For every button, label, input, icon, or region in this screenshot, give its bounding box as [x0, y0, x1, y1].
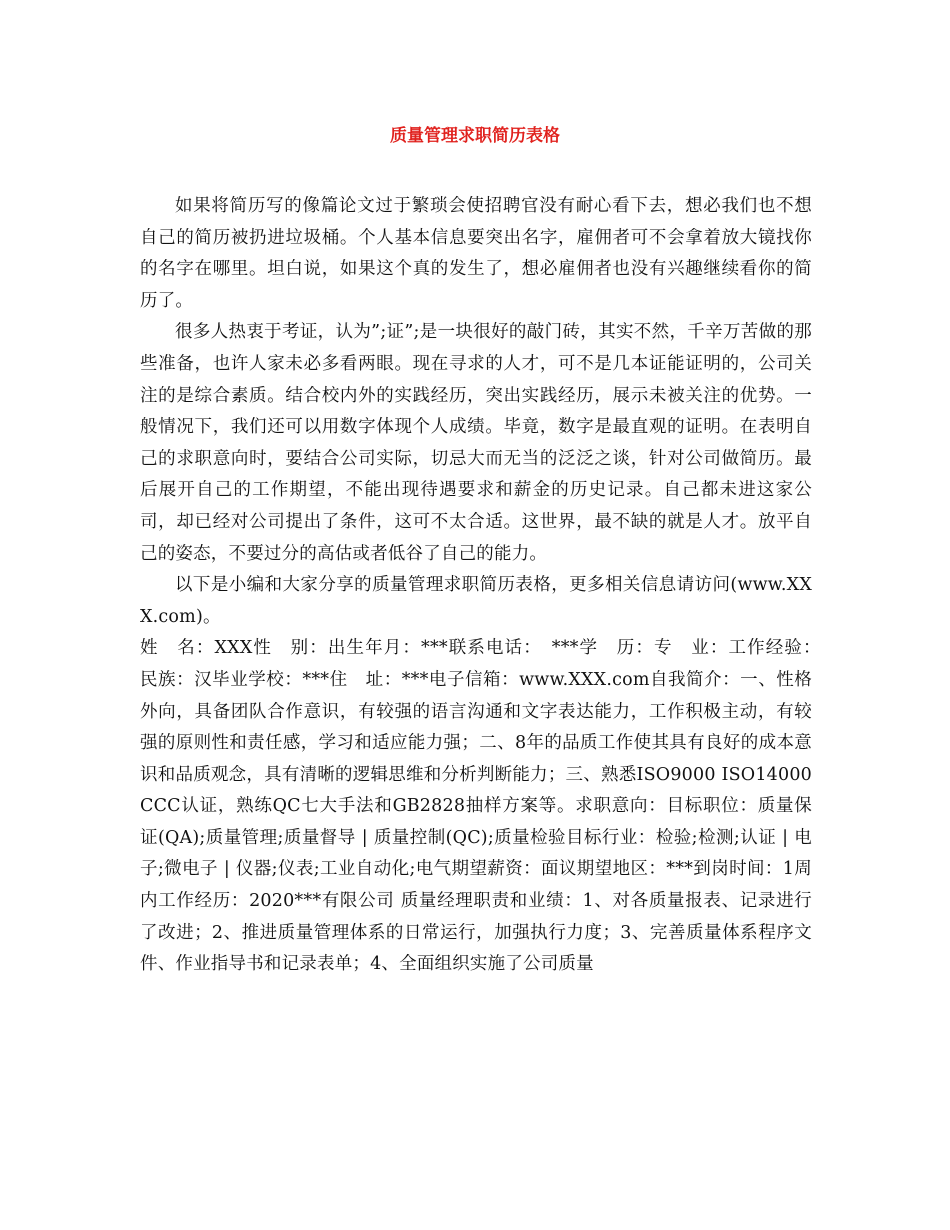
paragraph-share: 以下是小编和大家分享的质量管理求职简历表格，更多相关信息请访问(www.XXX.com)。: [140, 575, 812, 627]
paragraph-intro: 如果将简历写的像篇论文过于繁琐会使招聘官没有耐心看下去，想必我们也不想自己的简历被扔进垃圾桶。个人基本信息要突出名字，雇佣者可不会拿着放大镜找你的名字在哪里。坦白说，如果这个真的发生了，想必雇佣者也没有兴趣继续看你的简历了。: [140, 196, 812, 311]
document-title: 质量管理求职简历表格: [390, 126, 560, 146]
paragraph-resume-details: 姓 名：XXX性 别：出生年月：***联系电话： ***学 历：专 业：工作经验： 民族：汉毕业学校：***住 址：***电子信箱：www.XXX.com自我简介：一、性格外向，具备团队合作意识，有较强的语言沟通和文字表达能力，工作积极主动，有较强的原则性和责任感，学习和适应能力强；二、8年的品质工作使其具有良好的成本意识和品质观念，具有清晰的逻辑思维和分析判断能力；三、熟悉ISO9000 ISO14000 CCC认证，熟练QC七大手法和GB2828抽样方案等。求职意向：目标职位：质量保证(QA);质量管理;质量督导 | 质量控制(QC);质量检验目标行业：检验;检测;认证 | 电子;微电子 | 仪器;仪表;工业自动化;电气期望薪资：面议期望地区：***到岗时间：1周内工作经历：2020***有限公司 质量经理职责和业绩：1、对各质量报表、记录进行了改进；2、推进质量管理体系的日常运行，加强执行力度；3、完善质量体系程序文件、作业指导书和记录表单；4、全面组织实施了公司质量: [140, 638, 830, 975]
document-body: [140, 191, 830, 981]
paragraph-advice: 很多人热衷于考证，认为”;证”;是一块很好的敲门砖，其实不然，千辛万苦做的那些准备，也许人家未必多看两眼。现在寻求的人才，可不是几本证能证明的，公司关注的是综合素质。结合校内外的实践经历，突出实践经历，展示未被关注的优势。一般情况下，我们还可以用数字体现个人成绩。毕竟，数字是最直观的证明。在表明自己的求职意向时，要结合公司实际，切忌大而无当的泛泛之谈，针对公司做简历。最后展开自己的工作期望，不能出现待遇要求和薪金的历史记录。自己都未进这家公司，却已经对公司提出了条件，这可不太合适。这世界，最不缺的就是人才。放平自己的姿态，不要过分的高估或者低谷了自己的能力。: [140, 322, 812, 564]
